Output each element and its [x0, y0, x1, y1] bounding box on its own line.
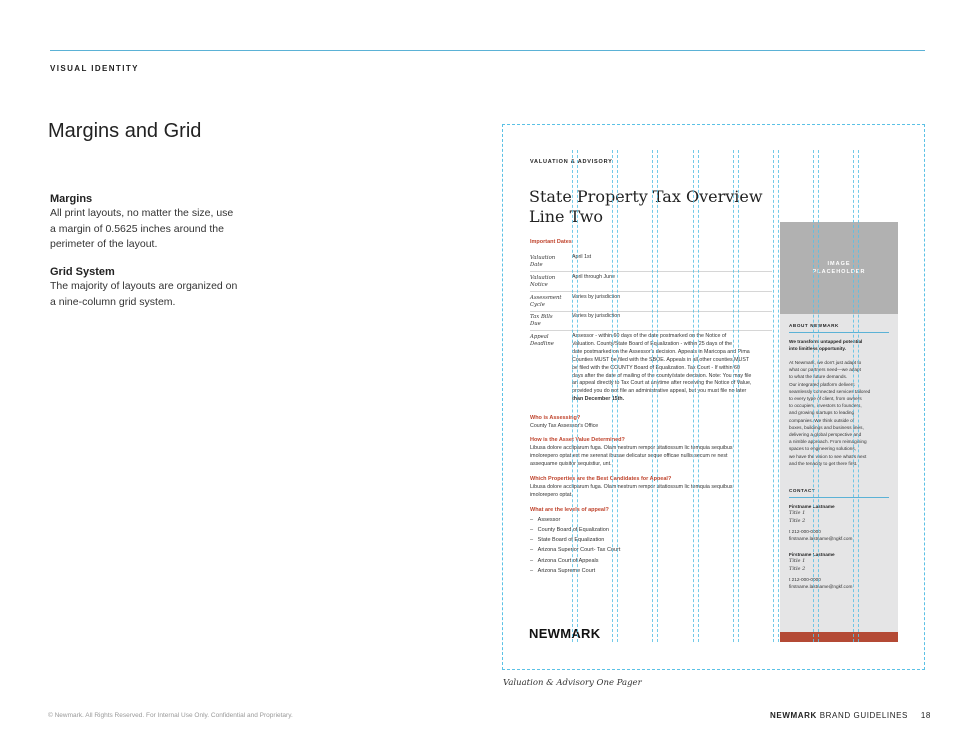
- grid-guide: [858, 150, 859, 642]
- important-dates-heading: Important Dates: [530, 239, 572, 245]
- mockup-label: VALUATION & ADVISORY: [530, 159, 613, 165]
- section-label: VISUAL IDENTITY: [50, 64, 139, 73]
- about-heading: ABOUT NEWMARK: [789, 323, 839, 328]
- contact-email: firstname.lastname@ngkf.com: [789, 536, 853, 541]
- appeal-text: Assessor - within 60 days of the date postmarked on the Notice of Valuation. County/State Board of Equalization - within 25 days of the date postmarked on the Assessor's decision. Appeals in Maricopa and Pima Counties MUST be filed with the SBOE. Appeals in all other counties MUST be filed with the COUNTY Board of Equalization. Tax Court - If within 60 days after the date of mailing of the county/state decision. Note: You may file an appeal directly to Tax Court at anytime after receiving the Notice of Value, provided you do not file an administrative appeal, but you must file no later than December 15th.: [572, 333, 752, 403]
- grid-line: The majority of layouts are organized on: [50, 280, 238, 292]
- top-rule: [50, 50, 925, 51]
- mockup-title-line: Line Two: [529, 207, 604, 226]
- contact-phone: t 212-000-0000: [789, 529, 821, 534]
- about-text: At Newmark, we don't just adapt to what our partners need—we adapt to what the future demands. Our integrated platform delivers seamlessly connected services tailored to every type of client, from owners to occupiers, investors to founders, and growing startups to leading companies. We think outside of boxes, buildings and business lines, delivering a global perspective and a nimble approach. From reimagining spaces to engineering solutions, we have the vision to see what's next and the tenacity to get there first.: [789, 360, 871, 466]
- date-term: Valuation Notice: [530, 275, 556, 288]
- row-divider: [530, 330, 772, 331]
- q3-text: Libusa dolore accliparum fuga. Olam nestrum rempor sitatiossum lic temquia sequibus imolorepero optat.: [530, 484, 733, 498]
- page-title: Margins and Grid: [48, 120, 202, 142]
- margins-line: All print layouts, no matter the size, use: [50, 207, 234, 219]
- row-divider: [530, 291, 772, 292]
- grid-guide: [577, 150, 578, 642]
- grid-guide: [693, 150, 694, 642]
- date-term: Assessment Cycle: [530, 295, 562, 308]
- page-number: 18: [920, 711, 931, 720]
- grid-line: a nine-column grid system.: [50, 295, 176, 308]
- grid-guide: [853, 150, 854, 642]
- mockup-title-line: State Property Tax Overview: [529, 187, 763, 206]
- contact-name: Firstname Lastname: [789, 552, 835, 557]
- contact-rule: [789, 497, 889, 498]
- date-value: Varies by jurisdiction: [572, 313, 621, 319]
- footer-brand: [770, 711, 931, 720]
- grid-guide: [778, 150, 779, 642]
- row-divider: [530, 271, 772, 272]
- contact-title: Title 1: [789, 558, 806, 564]
- image-placeholder: [780, 222, 898, 314]
- footer-brand-name: NEWMARK: [770, 711, 817, 720]
- grid-guide: [657, 150, 658, 642]
- about-rule: [789, 332, 889, 333]
- q1-text: County Tax Assessor's Office: [530, 423, 599, 429]
- list-item: – County Board of Equalization: [530, 527, 609, 533]
- contact-email: firstname.lastname@ngkf.com: [789, 584, 853, 589]
- mockup-caption: Valuation & Advisory One Pager: [503, 678, 642, 688]
- date-value: April 1st: [572, 254, 592, 260]
- grid-guide: [813, 150, 814, 642]
- grid-guide: [773, 150, 774, 642]
- date-term: Valuation Date: [530, 255, 556, 268]
- contact-heading: CONTACT: [789, 488, 816, 493]
- footer-copyright: © Newmark. All Rights Reserved. For Internal Use Only. Confidential and Proprietary.: [48, 712, 293, 719]
- list-item: – State Board of Equalization: [530, 537, 605, 543]
- margins-block: [50, 192, 250, 253]
- margins-line: perimeter of the layout.: [50, 238, 158, 250]
- grid-guide: [617, 150, 618, 642]
- row-divider: [530, 311, 772, 312]
- date-value: Varies by jurisdiction: [572, 294, 621, 300]
- sidebar-red-bar: [780, 632, 898, 642]
- margins-line: a margin of 0.5625 inches around the: [50, 222, 224, 235]
- list-item: – Arizona Supreme Court: [530, 568, 596, 574]
- grid-block: [50, 265, 250, 310]
- q3-heading: Which Properties are the Best Candidates for Appeal?: [530, 476, 672, 482]
- contact-phone: t 212-000-0000: [789, 577, 821, 582]
- contact-title: Title 2: [789, 518, 806, 524]
- q1-heading: Who is Assessing?: [530, 415, 581, 421]
- list-item: – Arizona Court of Appeals: [530, 558, 599, 564]
- grid-guide: [612, 150, 613, 642]
- list-item: – Assessor: [530, 517, 561, 523]
- q2-heading: How is the Asset Value Determined?: [530, 437, 625, 443]
- contact-title: Title 2: [789, 566, 806, 572]
- about-lead: We transform untapped potential into limitless opportunity.: [789, 339, 863, 352]
- image-placeholder-line: IMAGE: [827, 261, 851, 267]
- grid-heading: Grid System: [50, 266, 115, 278]
- date-term: Tax Bills Due: [530, 314, 553, 327]
- grid-guide: [572, 150, 573, 642]
- grid-guide: [738, 150, 739, 642]
- grid-guide: [818, 150, 819, 642]
- date-term: Appeal Deadline: [530, 334, 554, 347]
- q4-heading: What are the levels of appeal?: [530, 507, 609, 513]
- image-placeholder-line: PLACEHOLDER: [812, 269, 866, 275]
- list-item: – Arizona Superior Court- Tax Court: [530, 547, 621, 553]
- grid-guide: [652, 150, 653, 642]
- grid-guide: [698, 150, 699, 642]
- q2-text: Libusa dolore accliparum fuga. Olam nestrum rempor sitatiossum lic temquia sequibus imolorepero optat est me serenat ibusae delicatur seque officae nullis secum re nest assequame quisitor sequistiur, unt.: [530, 445, 733, 467]
- newmark-logo: NEWMARK: [529, 626, 601, 641]
- date-value: April through June: [572, 274, 615, 280]
- margins-heading: Margins: [50, 193, 93, 205]
- grid-guide: [733, 150, 734, 642]
- footer-guidelines: BRAND GUIDELINES: [819, 711, 908, 720]
- contact-name: Firstname Lastname: [789, 504, 835, 509]
- contact-title: Title 1: [789, 510, 806, 516]
